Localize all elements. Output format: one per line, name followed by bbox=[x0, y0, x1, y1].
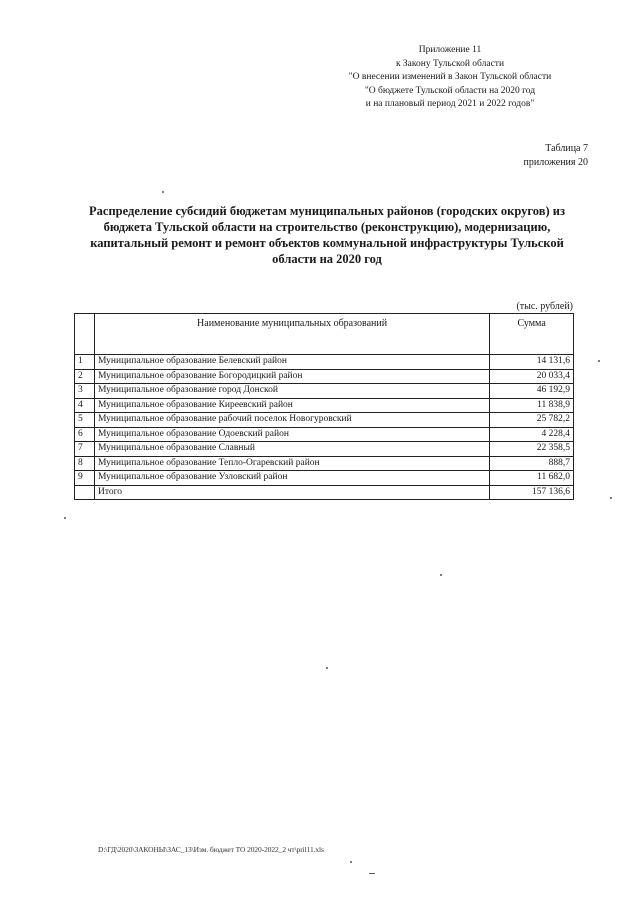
row-sum: 4 228,4 bbox=[490, 427, 574, 442]
row-name: Муниципальное образование Богородицкий район bbox=[94, 369, 489, 384]
row-name: Муниципальное образование Узловский район bbox=[94, 471, 489, 486]
row-number: 3 bbox=[75, 384, 95, 399]
table-total-row bbox=[75, 485, 574, 500]
row-sum: 14 131,6 bbox=[490, 355, 574, 370]
scan-speck bbox=[350, 861, 352, 863]
total-sum: 157 136,6 bbox=[490, 485, 574, 500]
header-number bbox=[75, 314, 95, 355]
table-row bbox=[75, 398, 574, 413]
title-line: капитальный ремонт и ремонт объектов коммунальной инфраструктуры Тульской bbox=[90, 236, 564, 250]
header-name: Наименование муниципальных образований bbox=[94, 314, 489, 355]
scan-speck bbox=[440, 574, 442, 576]
total-label: Итого bbox=[94, 485, 489, 500]
appendix-line: "О бюджете Тульской области на 2020 год bbox=[364, 85, 536, 96]
title-line: области на 2020 год bbox=[272, 252, 382, 266]
row-sum: 25 782,2 bbox=[490, 413, 574, 428]
header-sum: Сумма bbox=[490, 314, 574, 355]
row-sum: 22 358,5 bbox=[490, 442, 574, 457]
subsidy-table bbox=[74, 313, 574, 500]
row-number: 8 bbox=[75, 456, 95, 471]
table-ref-line: Таблица 7 bbox=[545, 143, 588, 154]
row-name: Муниципальное образование Славный bbox=[94, 442, 489, 457]
table-reference bbox=[470, 142, 588, 170]
row-name: Муниципальное образование рабочий поселок Новогуровский bbox=[94, 413, 489, 428]
table-ref-line: приложения 20 bbox=[523, 157, 588, 168]
appendix-header bbox=[300, 44, 600, 112]
file-path-footer: D:\ГД\2020\ЗАКОНЫ\ЗАС_13\Изм. бюджет ТО 2020-2022_2 чт\pril11.xls bbox=[98, 845, 324, 854]
units-label: (тыс. рублей) bbox=[516, 301, 573, 312]
row-sum: 46 192,9 bbox=[490, 384, 574, 399]
row-sum: 11 838,9 bbox=[490, 398, 574, 413]
scan-speck bbox=[369, 873, 375, 874]
row-sum: 11 682,0 bbox=[490, 471, 574, 486]
row-name: Муниципальное образование Белевский район bbox=[94, 355, 489, 370]
row-name: Муниципальное образование Киреевский район bbox=[94, 398, 489, 413]
row-number: 7 bbox=[75, 442, 95, 457]
appendix-line: Приложение 11 bbox=[418, 45, 482, 55]
scan-speck bbox=[326, 667, 328, 669]
table-row bbox=[75, 369, 574, 384]
appendix-line: к Закону Тульской области bbox=[395, 58, 505, 69]
scan-speck bbox=[64, 517, 66, 519]
table-row bbox=[75, 355, 574, 370]
title-line: бюджета Тульской области на строительство (реконструкцию), модернизацию, bbox=[103, 220, 551, 234]
table-row bbox=[75, 384, 574, 399]
row-number: 4 bbox=[75, 398, 95, 413]
table-row bbox=[75, 413, 574, 428]
row-name: Муниципальное образование Одоевский район bbox=[94, 427, 489, 442]
row-sum: 888,7 bbox=[490, 456, 574, 471]
table-row bbox=[75, 442, 574, 457]
total-number bbox=[75, 485, 95, 500]
table-row bbox=[75, 456, 574, 471]
scan-speck bbox=[610, 497, 612, 499]
appendix-line: "О внесении изменений в Закон Тульской области bbox=[348, 72, 552, 82]
document-title bbox=[72, 203, 582, 267]
row-number: 6 bbox=[75, 427, 95, 442]
scan-speck bbox=[598, 360, 600, 362]
row-sum: 20 033,4 bbox=[490, 369, 574, 384]
title-line: Распределение субсидий бюджетам муниципальных районов (городских округов) из bbox=[89, 204, 565, 218]
appendix-line: и на плановый период 2021 и 2022 годов" bbox=[365, 99, 535, 109]
table-header-row bbox=[75, 314, 574, 355]
row-number: 9 bbox=[75, 471, 95, 486]
table-row bbox=[75, 471, 574, 486]
row-name: Муниципальное образование Тепло-Огаревский район bbox=[94, 456, 489, 471]
row-number: 2 bbox=[75, 369, 95, 384]
row-number: 5 bbox=[75, 413, 95, 428]
row-name: Муниципальное образование город Донской bbox=[94, 384, 489, 399]
row-number: 1 bbox=[75, 355, 95, 370]
scan-speck bbox=[162, 191, 164, 193]
table-row bbox=[75, 427, 574, 442]
